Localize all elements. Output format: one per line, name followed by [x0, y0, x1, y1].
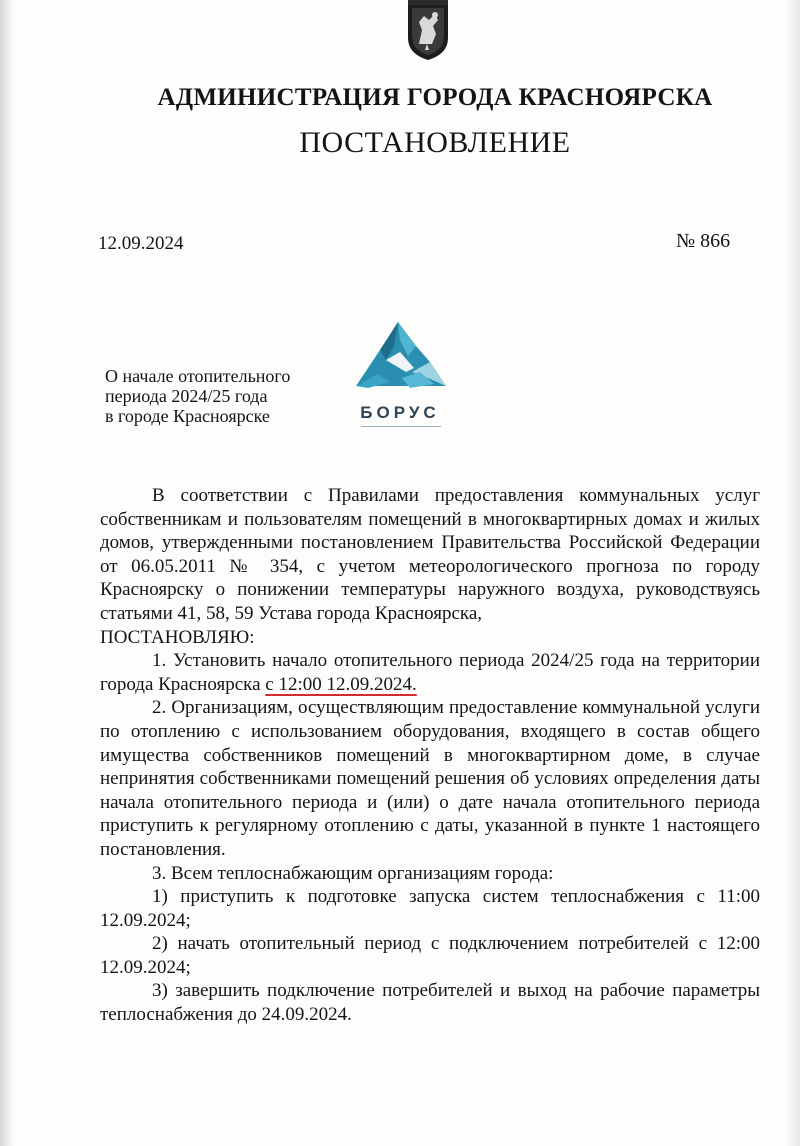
organization-title: АДМИНИСТРАЦИЯ ГОРОДА КРАСНОЯРСКА	[157, 84, 713, 111]
preamble-paragraph: В соответствии с Правилами предоставления коммунальных услуг собственникам и пользователям помещений в многоквартирных домах и жилых домов, утвержденными постановлением Правительства Российской Федерации от 06.05.2011 № 354, с учетом метеорологического прогноза по городу Красноярску о понижении температуры наружного воздуха, руководствуясь статьями 41, 58, 59 Устава города Красноярска,	[100, 485, 760, 624]
subject-line: в городе Красноярске	[105, 406, 270, 426]
borus-logo-text: БОРУС	[360, 403, 440, 422]
scan-edge-left	[0, 0, 14, 1146]
document-date: 12.09.2024	[98, 233, 184, 254]
item-3-paragraph: 3. Всем теплоснабжающим организациям города:	[152, 862, 554, 884]
subject-line: периода 2024/25 года	[105, 386, 268, 406]
document-subject	[105, 366, 345, 426]
document-body	[100, 484, 760, 1027]
subject-line: О начале отопительного	[105, 366, 291, 386]
logo-underline	[361, 426, 441, 427]
document-type-title: ПОСТАНОВЛЕНИЕ	[299, 126, 571, 159]
item-1-text: 1. Установить начало отопительного периода 2024/25 года на территории города Красноярска	[100, 650, 760, 695]
scan-edge-right	[786, 0, 800, 1146]
document-number: № 866	[676, 230, 731, 252]
item-1-paragraph	[100, 649, 760, 696]
item-3-2-paragraph: 2) начать отопительный период с подключением потребителей с 12:00 12.09.2024;	[100, 933, 760, 978]
item-2-paragraph: 2. Организациям, осуществляющим предоставление коммунальной услуги по отоплению с использованием оборудования, входящего в состав общего имущества собственников помещений в многоквартирном доме, в случае непринятия собственниками помещений решения об условиях определения даты начала отопительного периода и (или) о дате начала отопительного периода приступить к регулярному отоплению с даты, указанной в пункте 1 настоящего постановления.	[100, 697, 760, 860]
item-3-3-paragraph: 3) завершить подключение потребителей и выход на рабочие параметры теплоснабжения до 24.09.2024.	[100, 980, 760, 1026]
item-3-1-paragraph: 1) приступить к подготовке запуска систем теплоснабжения с 11:00 12.09.2024;	[100, 886, 760, 931]
item-1-highlighted-datetime: с 12:00 12.09.2024.	[265, 673, 417, 695]
decree-word: ПОСТАНОВЛЯЮ:	[100, 626, 255, 648]
coat-of-arms-icon	[405, 0, 451, 62]
